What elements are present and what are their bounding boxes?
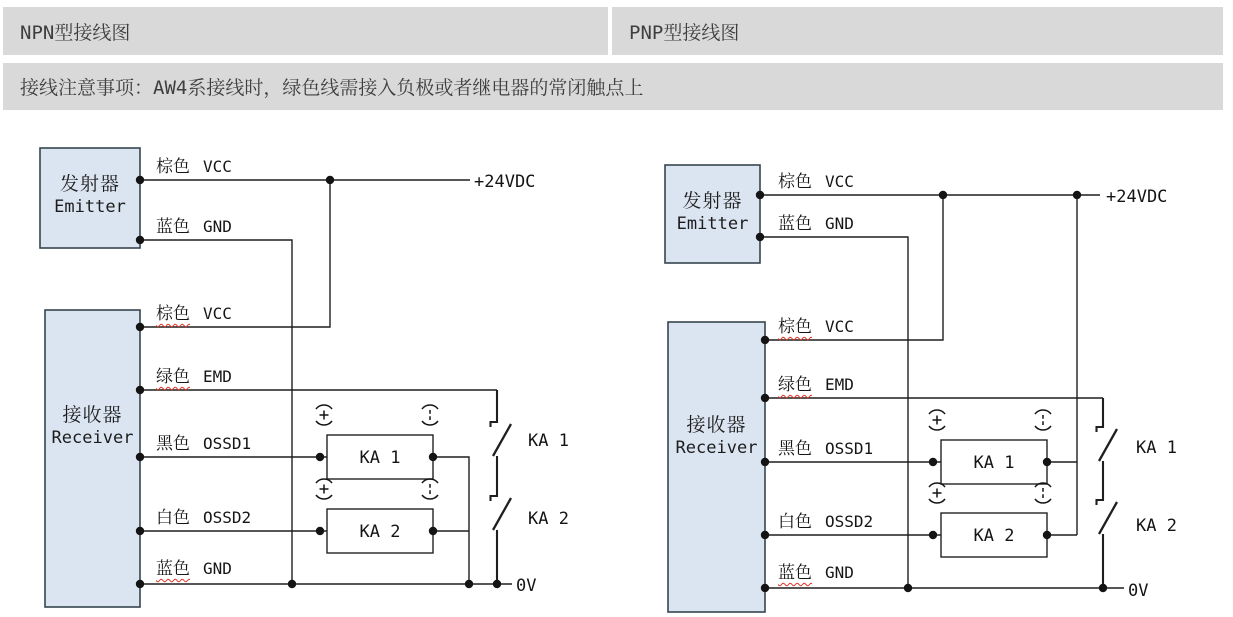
relay-ka2-label: KA 2 [973, 526, 1015, 546]
wire-label-ossd1 [778, 439, 873, 459]
junction-dot [465, 580, 473, 588]
wire-color-text: 黑色 [156, 434, 190, 454]
wire-signal-text: GND [203, 559, 232, 578]
junction-dot [761, 394, 769, 402]
power-rail-label: +24VDC [474, 172, 536, 192]
wire-signal-text: VCC [825, 317, 854, 336]
relay-ka1-label: KA 1 [973, 453, 1015, 473]
wire-color-text: 棕色 [156, 157, 190, 177]
receiver-name-cn: 接收器 [62, 404, 123, 426]
junction-dot [136, 386, 144, 394]
junction-dot [316, 453, 324, 461]
junction-dot [761, 458, 769, 466]
plus-terminal-icon [316, 405, 332, 425]
wire-label-emd [778, 375, 854, 395]
wire-signal-text: GND [203, 217, 232, 236]
receiver-box [45, 310, 140, 607]
wire-signal-text: OSSD1 [203, 434, 252, 453]
wire-signal-text: VCC [203, 304, 232, 323]
contact-ka2-icon [1099, 502, 1117, 534]
junction-dot [429, 527, 437, 535]
emitter-name-cn: 发射器 [59, 173, 120, 195]
tab-npn-label: NPN型接线图 [20, 21, 131, 44]
junction-dot [136, 453, 144, 461]
wire-color-text: 白色 [778, 512, 812, 532]
relay-ka2-label: KA 2 [359, 522, 401, 542]
plus-terminal-icon [929, 483, 945, 503]
receiver-box [668, 322, 765, 612]
minus-terminal-icon [422, 405, 438, 425]
emitter-name-en: Emitter [54, 197, 126, 217]
wire-label-receiver-gnd [156, 559, 232, 579]
wire-signal-text: EMD [825, 375, 854, 394]
tab-pnp-label: PNP型接线图 [629, 21, 740, 44]
junction-dot [761, 531, 769, 539]
emitter-box-label [40, 173, 140, 218]
wire-color-text: 黑色 [778, 439, 812, 459]
minus-terminal-icon [1035, 483, 1051, 503]
receiver-name-en: Receiver [675, 438, 758, 458]
wire-label-emitter-vcc [156, 157, 232, 177]
wire-label-ossd2 [156, 508, 251, 528]
junction-dot [929, 531, 937, 539]
ground-rail-label: 0V [1128, 581, 1149, 601]
contact-chain [491, 390, 498, 584]
receiver-box-label [45, 404, 140, 449]
wire-color-text: 绿色 [156, 367, 190, 387]
junction-dot [904, 584, 912, 592]
contact-chain [1097, 398, 1104, 588]
wire-label-emitter-gnd [156, 217, 232, 237]
junction-dot [929, 458, 937, 466]
wire-color-text: 棕色 [156, 304, 190, 324]
wire-label-ossd2 [778, 512, 873, 532]
wire-ka1-return [433, 457, 469, 584]
wire-color-text: 绿色 [778, 375, 812, 395]
junction-dot [1099, 584, 1107, 592]
wire-color-text: 棕色 [778, 317, 812, 337]
wire-signal-text: OSSD1 [825, 439, 874, 458]
junction-dot [1073, 191, 1081, 199]
contact-ka1-label: KA 1 [1136, 438, 1177, 458]
relay-ka1-label: KA 1 [359, 448, 401, 468]
minus-terminal-icon [422, 479, 438, 499]
wire-signal-text: OSSD2 [825, 512, 874, 531]
wire-signal-text: OSSD2 [203, 508, 252, 527]
junction-dot [136, 323, 144, 331]
wire-label-receiver-vcc [156, 304, 232, 324]
junction-dot [288, 580, 296, 588]
contact-ka1-icon [1099, 429, 1117, 461]
wire-color-text: 蓝色 [156, 217, 190, 237]
minus-terminal-icon [1035, 410, 1051, 430]
wire-emitter-gnd [140, 240, 292, 584]
junction-dot [939, 191, 947, 199]
wire-signal-text: VCC [825, 172, 854, 191]
receiver-name-cn: 接收器 [686, 414, 747, 436]
junction-dot [136, 580, 144, 588]
plus-terminal-icon [316, 479, 332, 499]
wire-label-emd [156, 367, 232, 387]
wire-label-emitter-gnd [778, 214, 854, 234]
contact-ka1-icon [493, 424, 511, 456]
wire-signal-text: EMD [203, 367, 232, 386]
wire-label-ossd1 [156, 434, 251, 454]
notice-text: 接线注意事项：AW4系接线时，绿色线需接入负极或者继电器的常闭触点上 [20, 77, 644, 99]
contact-ka2-label: KA 2 [528, 509, 569, 529]
wire-color-text: 蓝色 [778, 563, 812, 583]
ground-rail-label: 0V [516, 576, 537, 596]
wire-signal-text: GND [825, 214, 854, 233]
emitter-name-cn: 发射器 [682, 190, 743, 212]
contact-ka1-label: KA 1 [528, 431, 569, 451]
wire-signal-text: VCC [203, 157, 232, 176]
junction-dot [429, 453, 437, 461]
wire-signal-text: GND [825, 563, 854, 582]
junction-dot [493, 580, 501, 588]
wire-color-text: 棕色 [778, 172, 812, 192]
junction-dot [1043, 531, 1051, 539]
wire-label-emitter-vcc [778, 172, 854, 192]
receiver-box-label [668, 414, 765, 459]
plus-terminal-icon [929, 410, 945, 430]
junction-dot [1043, 458, 1051, 466]
junction-dot [761, 584, 769, 592]
wire-label-receiver-gnd [778, 563, 854, 583]
emitter-name-en: Emitter [676, 214, 749, 234]
junction-dot [316, 527, 324, 535]
power-rail-label: +24VDC [1106, 187, 1168, 207]
wire-color-text: 白色 [156, 508, 190, 528]
junction-dot [761, 336, 769, 344]
contact-ka2-label: KA 2 [1136, 516, 1177, 536]
contact-ka2-icon [493, 498, 511, 530]
wire-color-text: 蓝色 [778, 214, 812, 234]
emitter-box-label [665, 190, 760, 235]
receiver-name-en: Receiver [51, 428, 134, 448]
wire-label-receiver-vcc [778, 317, 854, 337]
junction-dot [326, 176, 334, 184]
wire-color-text: 蓝色 [156, 559, 190, 579]
junction-dot [136, 527, 144, 535]
junction-dot [136, 236, 144, 244]
